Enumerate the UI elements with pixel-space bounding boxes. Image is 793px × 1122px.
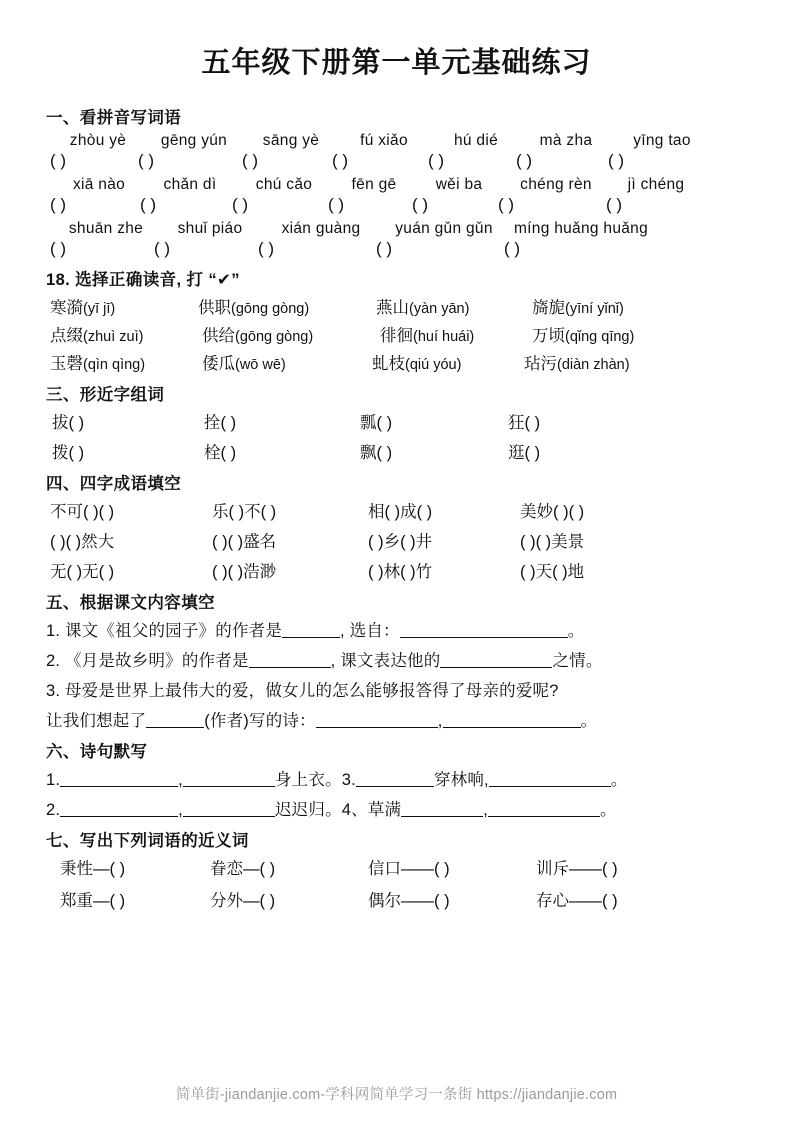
choice-item[interactable] bbox=[532, 294, 702, 318]
idiom-row bbox=[46, 528, 747, 552]
answer-paren[interactable]: ( ) bbox=[376, 239, 393, 258]
question-line bbox=[46, 647, 747, 671]
synonym-blank[interactable]: ( ) bbox=[109, 860, 126, 878]
pinyin-line bbox=[46, 176, 747, 194]
section-heading-poem-dictation: 六、诗句默写 bbox=[46, 743, 148, 761]
question-text: 。 bbox=[610, 771, 628, 789]
answer-paren[interactable]: ( ) bbox=[258, 239, 275, 258]
answer-blank[interactable] bbox=[440, 652, 552, 668]
xingjinzi-item[interactable] bbox=[508, 409, 668, 433]
pinyin-word: yīng tao bbox=[633, 132, 691, 149]
synonym-blank[interactable]: ( ) bbox=[109, 892, 126, 910]
pinyin-word: wěi ba bbox=[435, 176, 483, 193]
idiom-item[interactable]: ( )( )美景 bbox=[520, 533, 585, 551]
xingjinzi-char: 逛 bbox=[508, 444, 525, 462]
answer-paren[interactable]: ( ) bbox=[516, 151, 533, 170]
synonym-blank[interactable]: ( ) bbox=[259, 892, 276, 910]
synonym-blank[interactable]: ( ) bbox=[602, 892, 618, 910]
xingjinzi-blank[interactable]: ( ) bbox=[68, 444, 85, 462]
idiom-item[interactable]: ( )( )然大 bbox=[50, 533, 115, 551]
question-text: 。 bbox=[600, 801, 617, 819]
xingjinzi-blank[interactable]: ( ) bbox=[376, 444, 393, 462]
choice-readings[interactable]: (gōng gòng) bbox=[231, 301, 310, 317]
synonym-word: 偶尔 bbox=[368, 892, 401, 910]
question-text: 。 bbox=[567, 622, 585, 640]
idiom-item[interactable]: ( )( )浩渺 bbox=[212, 563, 277, 581]
synonym-dash: —— bbox=[401, 892, 434, 910]
answer-paren[interactable]: ( ) bbox=[140, 195, 157, 214]
xingjinzi-char: 飘 bbox=[360, 444, 377, 462]
xingjinzi-item[interactable] bbox=[204, 439, 360, 463]
synonym-word: 郑重 bbox=[60, 892, 93, 910]
question-text: 3. 母爱是世界上最伟大的爱，做女儿的怎么能够报答得了母亲的爱呢? bbox=[46, 682, 559, 700]
answer-paren[interactable]: ( ) bbox=[498, 195, 515, 214]
xingjinzi-char: 拴 bbox=[204, 414, 221, 432]
text-fill-items bbox=[46, 617, 747, 731]
pinyin-word: gēng yún bbox=[160, 132, 228, 149]
section-heading-synonym: 七、写出下列词语的近义词 bbox=[46, 832, 249, 850]
question-line bbox=[46, 707, 747, 731]
synonym-item[interactable] bbox=[210, 887, 368, 911]
xingjinzi-char: 瓢 bbox=[360, 414, 377, 432]
idiom-rows bbox=[46, 498, 747, 582]
pinyin-line bbox=[46, 220, 747, 238]
synonym-item[interactable] bbox=[368, 855, 536, 879]
answer-blank[interactable] bbox=[489, 771, 611, 787]
pinyin-word: sāng yè bbox=[262, 132, 320, 149]
choice-row bbox=[46, 322, 747, 346]
synonym-blank[interactable]: ( ) bbox=[259, 860, 276, 878]
synonym-blank[interactable]: ( ) bbox=[602, 860, 618, 878]
synonym-word: 分外 bbox=[210, 892, 243, 910]
question-line bbox=[46, 617, 747, 641]
section-heading-idiom: 四、四字成语填空 bbox=[46, 475, 182, 493]
answer-paren[interactable]: ( ) bbox=[332, 151, 349, 170]
answer-paren[interactable]: ( ) bbox=[412, 195, 429, 214]
xingjinzi-blank[interactable]: ( ) bbox=[220, 444, 237, 462]
answer-blank[interactable] bbox=[282, 622, 340, 638]
choice-readings[interactable]: (huí huái) bbox=[413, 329, 475, 345]
xingjinzi-row bbox=[46, 409, 747, 433]
synonym-dash: — bbox=[243, 892, 260, 910]
choice-item[interactable] bbox=[524, 350, 694, 374]
xingjinzi-row bbox=[46, 439, 747, 463]
answer-paren[interactable]: ( ) bbox=[50, 239, 67, 258]
pinyin-word: mà zha bbox=[539, 132, 593, 149]
answer-paren[interactable]: ( ) bbox=[328, 195, 345, 214]
choice-item[interactable] bbox=[532, 322, 692, 346]
choice-word: 玉磬 bbox=[50, 355, 83, 373]
choice-word: 燕山 bbox=[376, 299, 409, 317]
question-text: , bbox=[178, 771, 183, 789]
choice-row bbox=[46, 350, 747, 374]
synonym-item[interactable] bbox=[536, 855, 696, 879]
synonym-row bbox=[46, 855, 747, 879]
synonym-item[interactable] bbox=[368, 887, 536, 911]
synonym-item[interactable] bbox=[210, 855, 368, 879]
answer-blank[interactable] bbox=[488, 801, 600, 817]
question-text: 1. 课文《祖父的园子》的作者是 bbox=[46, 622, 283, 640]
answer-blank[interactable] bbox=[60, 801, 178, 817]
answer-line bbox=[46, 151, 747, 171]
xingjinzi-item[interactable] bbox=[360, 409, 508, 433]
answer-blank[interactable] bbox=[356, 771, 434, 787]
section-choice bbox=[46, 266, 747, 374]
choice-readings[interactable]: (diàn zhàn) bbox=[557, 357, 630, 373]
choice-item[interactable] bbox=[372, 350, 524, 374]
choice-readings[interactable]: (qiú yóu) bbox=[405, 357, 462, 373]
pinyin-word: shuān zhe bbox=[68, 220, 144, 237]
xingjinzi-blank[interactable]: ( ) bbox=[376, 414, 393, 432]
answer-blank[interactable] bbox=[60, 771, 178, 787]
idiom-row bbox=[46, 498, 747, 522]
section-idiom bbox=[46, 470, 747, 582]
pinyin-word: xián guàng bbox=[281, 220, 361, 237]
section-xingjinzi bbox=[46, 381, 747, 463]
choice-readings[interactable]: (qǐng qīng) bbox=[565, 329, 635, 345]
pinyin-word: chǎn dì bbox=[163, 176, 217, 193]
answer-blank[interactable] bbox=[183, 801, 275, 817]
question-text: 2. bbox=[46, 801, 61, 819]
xingjinzi-blank[interactable]: ( ) bbox=[524, 444, 541, 462]
pinyin-word: fú xiǎo bbox=[360, 132, 408, 149]
choice-word: 虬枝 bbox=[372, 355, 405, 373]
synonym-rows bbox=[46, 855, 747, 911]
question-text: 。 bbox=[580, 712, 598, 730]
pinyin-word: jì chéng bbox=[627, 176, 685, 193]
choice-readings[interactable]: (yīní yǐnǐ) bbox=[565, 301, 624, 317]
question-text: 之情。 bbox=[552, 652, 603, 670]
choice-readings[interactable]: (qìn qìng) bbox=[83, 357, 146, 373]
pinyin-group bbox=[46, 132, 747, 171]
choice-item[interactable] bbox=[50, 322, 202, 346]
pinyin-group bbox=[46, 176, 747, 215]
idiom-item[interactable]: 无( )无( ) bbox=[50, 563, 115, 581]
xingjinzi-char: 拨 bbox=[52, 444, 69, 462]
idiom-row bbox=[46, 558, 747, 582]
choice-item[interactable] bbox=[380, 322, 532, 346]
choice-item[interactable] bbox=[376, 294, 532, 318]
pinyin-word: míng huǎng huǎng bbox=[513, 220, 649, 237]
answer-blank[interactable] bbox=[401, 801, 483, 817]
question-text: (作者)写的诗： bbox=[204, 712, 316, 730]
answer-paren[interactable]: ( ) bbox=[154, 239, 171, 258]
answer-blank[interactable] bbox=[316, 712, 438, 728]
pinyin-word: xiā nào bbox=[72, 176, 126, 193]
section-synonym bbox=[46, 827, 747, 911]
section-text-fill bbox=[46, 589, 747, 731]
xingjinzi-blank[interactable]: ( ) bbox=[68, 414, 85, 432]
pinyin-word: chú cǎo bbox=[255, 176, 313, 193]
choice-readings[interactable]: (gōng gòng) bbox=[235, 329, 314, 345]
xingjinzi-char: 栓 bbox=[204, 444, 221, 462]
answer-blank[interactable] bbox=[183, 771, 275, 787]
synonym-row bbox=[46, 887, 747, 911]
question-line bbox=[46, 677, 747, 701]
answer-line bbox=[46, 239, 747, 259]
question-text: 穿林响, bbox=[433, 771, 489, 789]
choice-rows bbox=[46, 294, 747, 374]
section-heading-pinyin: 一、看拼音写词语 bbox=[46, 109, 182, 127]
pinyin-line bbox=[46, 132, 747, 150]
xingjinzi-blank[interactable]: ( ) bbox=[220, 414, 237, 432]
idiom-item[interactable]: 美妙( )( ) bbox=[520, 503, 585, 521]
section-poem-dictation bbox=[46, 738, 747, 820]
choice-word: 点缀 bbox=[50, 327, 83, 345]
question-text: , bbox=[437, 712, 443, 730]
synonym-dash: — bbox=[243, 860, 260, 878]
choice-word: 供给 bbox=[202, 327, 235, 345]
question-text: , bbox=[178, 801, 183, 819]
answer-blank[interactable] bbox=[146, 712, 204, 728]
choice-word: 寒漪 bbox=[50, 299, 83, 317]
question-text: 1. bbox=[46, 771, 61, 789]
question-text: 迟迟归。4、草满 bbox=[274, 801, 402, 819]
idiom-item[interactable]: 乐( )不( ) bbox=[212, 503, 277, 521]
answer-blank[interactable] bbox=[249, 652, 331, 668]
answer-paren[interactable]: ( ) bbox=[608, 151, 625, 170]
xingjinzi-char: 狂 bbox=[508, 414, 525, 432]
question-text: 身上衣。3. bbox=[274, 771, 356, 789]
synonym-dash: — bbox=[93, 892, 110, 910]
idiom-item[interactable]: ( )( )盛名 bbox=[212, 533, 277, 551]
idiom-item[interactable]: ( )天( )地 bbox=[520, 563, 585, 581]
watermark: 简单街-jiandanjie.com-学科网简单学习一条街 https://jiandanjie.com bbox=[175, 1087, 618, 1103]
question-line bbox=[46, 766, 747, 790]
choice-readings[interactable]: (yī jī) bbox=[83, 301, 116, 317]
choice-word: 徘徊 bbox=[380, 327, 413, 345]
answer-paren[interactable]: ( ) bbox=[606, 195, 623, 214]
synonym-item[interactable] bbox=[536, 887, 696, 911]
synonym-dash: —— bbox=[569, 860, 602, 878]
answer-paren[interactable]: ( ) bbox=[232, 195, 249, 214]
idiom-item[interactable]: 不可( )( ) bbox=[50, 503, 115, 521]
choice-word: 万顷 bbox=[532, 327, 565, 345]
idiom-item[interactable]: 相( )成( ) bbox=[368, 503, 433, 521]
synonym-dash: —— bbox=[569, 892, 602, 910]
answer-blank[interactable] bbox=[443, 712, 581, 728]
choice-readings[interactable]: (yàn yān) bbox=[409, 301, 470, 317]
pinyin-word: shuǐ piáo bbox=[177, 220, 243, 237]
choice-item[interactable] bbox=[198, 294, 376, 318]
answer-line bbox=[46, 195, 747, 215]
answer-paren[interactable]: ( ) bbox=[50, 151, 67, 170]
question-text: , bbox=[483, 801, 489, 819]
section-heading-choice: 18. 选择正确读音, 打 “✔” bbox=[46, 271, 240, 289]
choice-word: 旖旎 bbox=[532, 299, 565, 317]
synonym-item[interactable] bbox=[60, 887, 210, 911]
answer-paren[interactable]: ( ) bbox=[138, 151, 155, 170]
answer-blank[interactable] bbox=[400, 622, 568, 638]
choice-readings[interactable]: (zhuì zuì) bbox=[83, 329, 144, 345]
answer-paren[interactable]: ( ) bbox=[50, 195, 67, 214]
synonym-dash: — bbox=[93, 860, 110, 878]
section-heading-xingjinzi: 三、形近字组词 bbox=[46, 386, 165, 404]
poem-dictation-items bbox=[46, 766, 747, 820]
question-line bbox=[46, 796, 747, 820]
synonym-blank[interactable]: ( ) bbox=[434, 892, 450, 910]
choice-item[interactable] bbox=[50, 294, 198, 318]
pinyin-word: hú dié bbox=[453, 132, 499, 149]
pinyin-group bbox=[46, 220, 747, 259]
synonym-dash: —— bbox=[401, 860, 434, 878]
synonym-word: 信口 bbox=[368, 860, 401, 878]
idiom-item[interactable]: ( )乡( )井 bbox=[368, 533, 433, 551]
choice-readings[interactable]: (wō wē) bbox=[235, 357, 286, 373]
xingjinzi-item[interactable] bbox=[204, 409, 360, 433]
synonym-word: 眷恋 bbox=[210, 860, 243, 878]
pinyin-word: zhòu yè bbox=[69, 132, 127, 149]
pinyin-rows bbox=[46, 132, 747, 259]
section-heading-text-fill: 五、根据课文内容填空 bbox=[46, 594, 215, 612]
answer-paren[interactable]: ( ) bbox=[504, 239, 521, 258]
pinyin-word: fēn gē bbox=[351, 176, 397, 193]
question-text: 让我们想起了 bbox=[46, 712, 147, 730]
page-title: 五年级下册第一单元基础练习 bbox=[201, 47, 592, 79]
question-text: 2. 《月是故乡明》的作者是 bbox=[46, 652, 249, 670]
choice-item[interactable] bbox=[50, 350, 202, 374]
choice-row bbox=[46, 294, 747, 318]
question-text: , 选自： bbox=[340, 622, 400, 640]
idiom-item[interactable]: ( )林( )竹 bbox=[368, 563, 433, 581]
pinyin-word: yuán gǔn gǔn bbox=[395, 220, 493, 237]
xingjinzi-item[interactable] bbox=[52, 439, 204, 463]
synonym-item[interactable] bbox=[60, 855, 210, 879]
choice-word: 倭瓜 bbox=[202, 355, 235, 373]
answer-paren[interactable]: ( ) bbox=[428, 151, 445, 170]
synonym-word: 训斥 bbox=[536, 860, 569, 878]
xingjinzi-blank[interactable]: ( ) bbox=[524, 414, 541, 432]
question-text: , 课文表达他的 bbox=[330, 652, 441, 670]
choice-word: 玷污 bbox=[524, 355, 557, 373]
xingjinzi-item[interactable] bbox=[360, 439, 508, 463]
answer-paren[interactable]: ( ) bbox=[242, 151, 259, 170]
choice-item[interactable] bbox=[202, 322, 380, 346]
synonym-word: 存心 bbox=[536, 892, 569, 910]
xingjinzi-rows bbox=[46, 409, 747, 463]
synonym-word: 秉性 bbox=[60, 860, 93, 878]
xingjinzi-item[interactable] bbox=[508, 439, 668, 463]
pinyin-word: chéng rèn bbox=[520, 176, 592, 193]
choice-item[interactable] bbox=[202, 350, 372, 374]
xingjinzi-item[interactable] bbox=[52, 409, 204, 433]
choice-word: 供职 bbox=[198, 299, 231, 317]
synonym-blank[interactable]: ( ) bbox=[434, 860, 450, 878]
section-pinyin bbox=[46, 104, 747, 259]
xingjinzi-char: 拔 bbox=[52, 414, 69, 432]
